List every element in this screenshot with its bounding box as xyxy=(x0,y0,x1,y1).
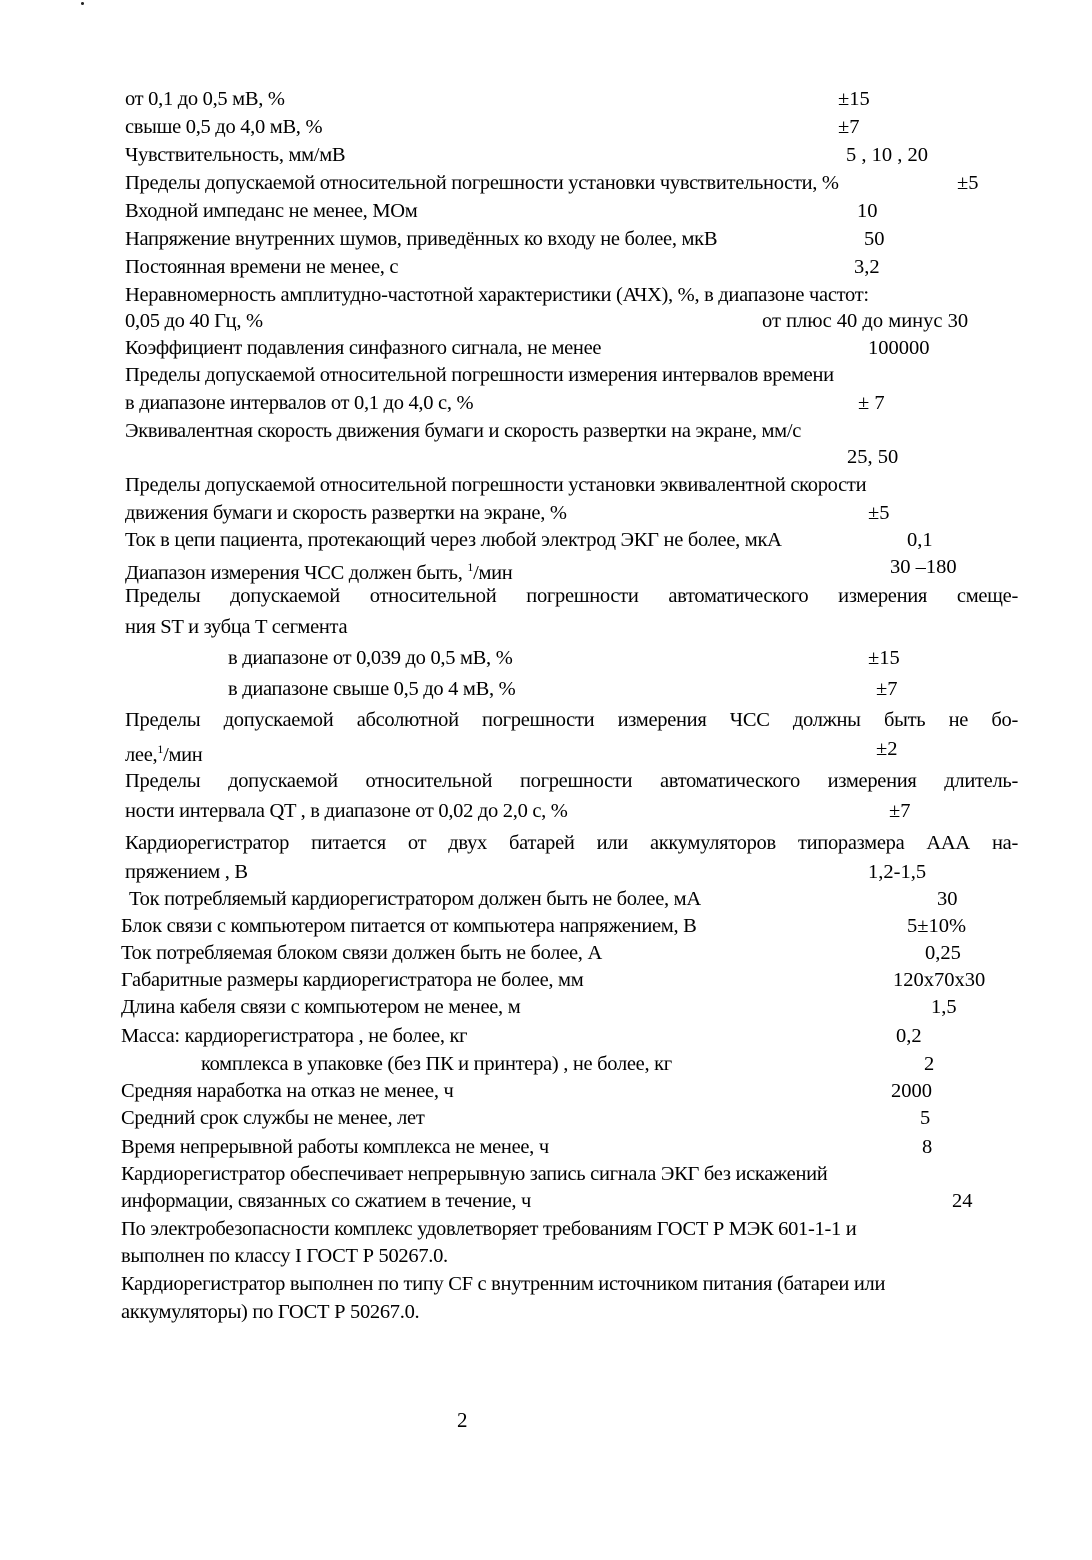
spec-label: Блок связи с компьютером питается от компьютера напряжением, В xyxy=(121,915,697,937)
spec-label: Длина кабеля связи с компьютером не менее, м xyxy=(121,996,521,1018)
spec-label: Неравномерность амплитудно-частотной характеристики (АЧХ), %, в диапазоне частот: xyxy=(125,284,869,306)
spec-label: движения бумаги и скорость развертки на экране, % xyxy=(125,502,567,524)
spec-label: 0,05 до 40 Гц, % xyxy=(125,310,263,332)
spec-value: 0,2 xyxy=(896,1025,922,1047)
spec-value: 30 –180 xyxy=(890,556,957,578)
spec-value: ±5 xyxy=(868,502,890,524)
spec-value: 100000 xyxy=(868,337,930,359)
spec-label-unit: /мин xyxy=(163,743,203,766)
spec-label: Габаритные размеры кардиорегистратора не более, мм xyxy=(121,969,584,991)
spec-value: 25, 50 xyxy=(847,446,899,468)
superscript: 1 xyxy=(157,742,164,756)
spec-label: ности интервала QT , в диапазоне от 0,02 до 2,0 с, % xyxy=(125,800,568,822)
spec-label: Эквивалентная скорость движения бумаги и скорость развертки на экране, мм/с xyxy=(125,420,802,442)
spec-label: Пределы допускаемой относительной погрешности автоматического измерения длитель- xyxy=(125,770,1018,792)
spec-label: Масса: кардиорегистратора , не более, кг xyxy=(121,1025,468,1047)
spec-value: 2000 xyxy=(891,1080,932,1102)
spec-label: Коэффициент подавления синфазного сигнала, не менее xyxy=(125,337,602,359)
spec-value: 50 xyxy=(864,228,885,250)
spec-label: Пределы допускаемой относительной погрешности установки чувствительности, % xyxy=(125,172,839,194)
spec-label-text: Диапазон измерения ЧСС должен быть, xyxy=(125,561,468,584)
spec-label: Средняя наработка на отказ не менее, ч xyxy=(121,1080,454,1102)
spec-value: ±7 xyxy=(876,678,898,700)
spec-value: 120x70x30 xyxy=(893,969,986,991)
spec-label: пряжением , В xyxy=(125,861,248,883)
spec-label: Пределы допускаемой относительной погрешности автоматического измерения смеще- xyxy=(125,585,1018,607)
spec-value: от плюс 40 до минус 30 xyxy=(762,310,969,332)
spec-label: аккумуляторы) по ГОСТ Р 50267.0. xyxy=(121,1301,420,1323)
spec-value: ±5 xyxy=(957,172,979,194)
spec-label-unit: /мин xyxy=(473,561,513,584)
spec-label: Ток потребляемая блоком связи должен быть не более, А xyxy=(121,942,602,964)
spec-label xyxy=(125,737,202,767)
spec-label: выполнен по классу I ГОСТ Р 50267.0. xyxy=(121,1245,448,1267)
spec-label: Кардиорегистратор выполнен по типу CF с внутренним источником питания (батареи или xyxy=(121,1273,886,1295)
spec-value: 10 xyxy=(857,200,878,222)
spec-label xyxy=(125,555,512,585)
spec-label: Ток в цепи пациента, протекающий через любой электрод ЭКГ не более, мкА xyxy=(125,529,782,551)
spec-label: Пределы допускаемой относительной погрешности установки эквивалентной скорости xyxy=(125,474,867,496)
spec-value: 8 xyxy=(922,1136,933,1158)
spec-label: Средний срок службы не менее, лет xyxy=(121,1107,425,1129)
spec-label: свыше 0,5 до 4,0 мВ, % xyxy=(125,116,323,138)
spec-label: Кардиорегистратор питается от двух батарей или аккумуляторов типоразмера ААА на- xyxy=(125,832,1018,854)
spec-label: от 0,1 до 0,5 мВ, % xyxy=(125,88,285,110)
spec-label: Постоянная времени не менее, с xyxy=(125,256,399,278)
spec-value: 30 xyxy=(937,888,958,910)
spec-label-text: лее, xyxy=(125,743,158,766)
spec-label: Время непрерывной работы комплекса не менее, ч xyxy=(121,1136,549,1158)
spec-value: ±2 xyxy=(876,738,898,760)
spec-label: Пределы допускаемой абсолютной погрешности измерения ЧСС должны быть не бо- xyxy=(125,709,1018,731)
spec-label: Пределы допускаемой относительной погрешности измерения интервалов времени xyxy=(125,364,834,386)
spec-label: в диапазоне от 0,039 до 0,5 мВ, % xyxy=(228,647,513,669)
spec-label: Кардиорегистратор обеспечивает непрерывную запись сигнала ЭКГ без искажений xyxy=(121,1163,828,1185)
spec-label: Входной импеданс не менее, МОм xyxy=(125,200,418,222)
page-number: 2 xyxy=(457,1408,468,1432)
spec-value: 0,25 xyxy=(925,942,961,964)
spec-value: 5 xyxy=(920,1107,931,1129)
spec-label: в диапазоне свыше 0,5 до 4 мВ, % xyxy=(228,678,516,700)
spec-label: информации, связанных со сжатием в течение, ч xyxy=(121,1190,532,1212)
spec-label: комплекса в упаковке (без ПК и принтера) , не более, кг xyxy=(201,1053,672,1075)
spec-value: 1,2-1,5 xyxy=(868,861,927,883)
scan-speck xyxy=(81,2,84,5)
spec-value: 24 xyxy=(952,1190,973,1212)
spec-value: 0,1 xyxy=(907,529,933,551)
spec-value: ±7 xyxy=(838,116,860,138)
spec-value: ±15 xyxy=(868,647,900,669)
spec-label: По электробезопасности комплекс удовлетворяет требованиям ГОСТ Р МЭК 601-1-1 и xyxy=(121,1218,857,1240)
spec-value: ±15 xyxy=(838,88,870,110)
spec-value: 1,5 xyxy=(931,996,957,1018)
spec-value: 2 xyxy=(924,1053,935,1075)
spec-value: 5 , 10 , 20 xyxy=(846,144,928,166)
spec-label: Напряжение внутренних шумов, приведённых ко входу не более, мкВ xyxy=(125,228,718,250)
spec-label: Чувствительность, мм/мВ xyxy=(125,144,346,166)
spec-label: ния ST и зубца T сегмента xyxy=(125,616,348,638)
spec-label: Ток потребляемый кардиорегистратором должен быть не более, мА xyxy=(129,888,701,910)
spec-value: 5±10% xyxy=(907,915,967,937)
spec-value: ± 7 xyxy=(858,392,885,414)
spec-label: в диапазоне интервалов от 0,1 до 4,0 с, % xyxy=(125,392,474,414)
superscript: 1 xyxy=(467,560,474,574)
spec-value: 3,2 xyxy=(854,256,880,278)
spec-value: ±7 xyxy=(889,800,911,822)
